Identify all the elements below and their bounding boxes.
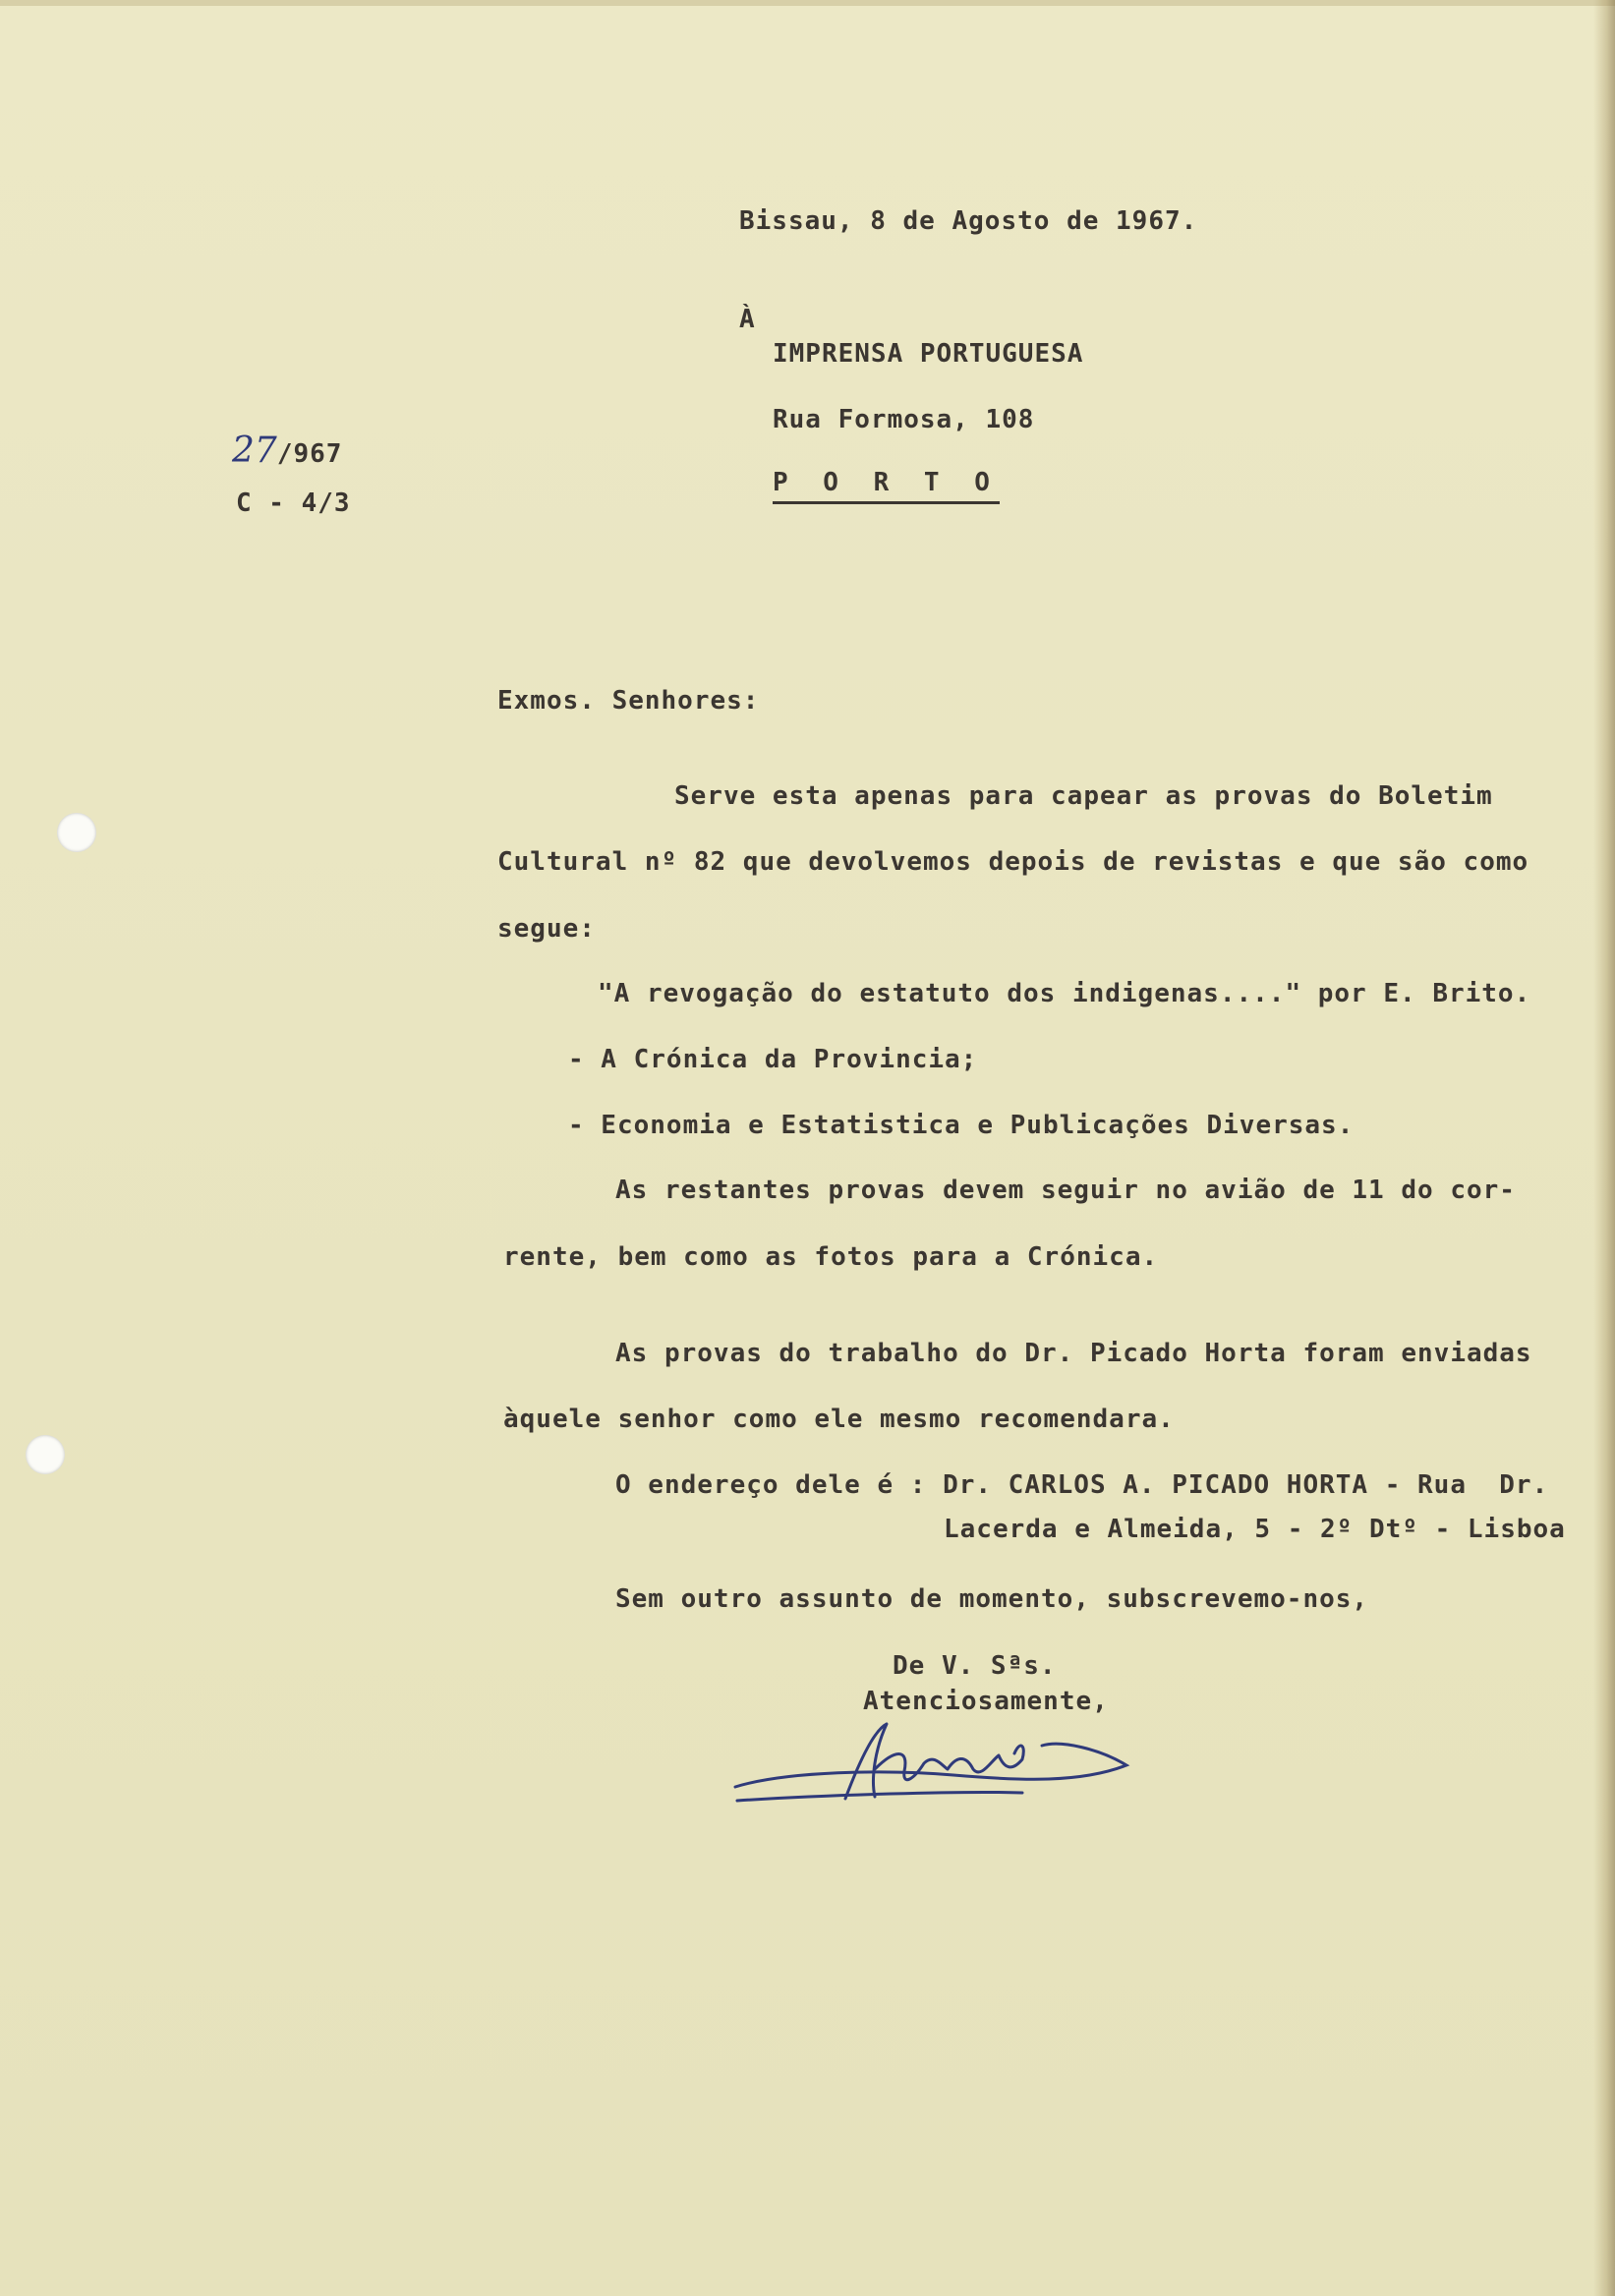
to-prefix: À	[739, 305, 756, 334]
reference-handwritten-number: 27	[232, 430, 277, 471]
address-line-1: O endereço dele é : Dr. CARLOS A. PICADO HORTA - Rua Dr.	[615, 1470, 1549, 1500]
addressee-street: Rua Formosa, 108	[773, 405, 1035, 434]
handwritten-signature	[727, 1710, 1140, 1818]
list-item-3: - Economia e Estatistica e Publicações Diversas.	[568, 1111, 1355, 1140]
punch-hole-lower	[26, 1435, 65, 1474]
list-item-1: "A revogação do estatuto dos indigenas...." por E. Brito.	[598, 979, 1531, 1008]
reference-code: C - 4/3	[236, 488, 351, 518]
closing-line: Sem outro assunto de momento, subscrevemo-nos,	[615, 1584, 1369, 1614]
paragraph-3-line-1: As provas do trabalho do Dr. Picado Horta foram enviadas	[615, 1339, 1532, 1368]
signoff-line-1: De V. Sªs.	[893, 1651, 1057, 1681]
salutation: Exmos. Senhores:	[497, 686, 760, 716]
paper-top-edge	[0, 0, 1615, 6]
list-item-2: - A Crónica da Provincia;	[568, 1045, 978, 1074]
paragraph-2-line-1: As restantes provas devem seguir no avião de 11 do cor-	[615, 1176, 1516, 1205]
paragraph-1-line-3: segue:	[497, 914, 596, 944]
address-line-2: Lacerda e Almeida, 5 - 2º Dtº - Lisboa	[944, 1515, 1566, 1544]
reference-year: /967	[276, 439, 343, 469]
paragraph-3-line-2: àquele senhor como ele mesmo recomendara.	[503, 1405, 1175, 1434]
reference-number	[232, 430, 342, 471]
paragraph-2-line-2: rente, bem como as fotos para a Crónica.	[503, 1242, 1159, 1272]
punch-hole-upper	[57, 813, 96, 852]
paragraph-1-line-2: Cultural nº 82 que devolvemos depois de revistas e que são como	[497, 847, 1529, 877]
signoff-line-2: Atenciosamente,	[863, 1687, 1109, 1716]
addressee-name: IMPRENSA PORTUGUESA	[773, 339, 1084, 369]
paragraph-1-line-1: Serve esta apenas para capear as provas do Boletim	[674, 781, 1493, 811]
paper-right-edge	[1593, 0, 1615, 2296]
date-line: Bissau, 8 de Agosto de 1967.	[739, 206, 1198, 236]
addressee-city: P O R T O	[773, 468, 1000, 504]
